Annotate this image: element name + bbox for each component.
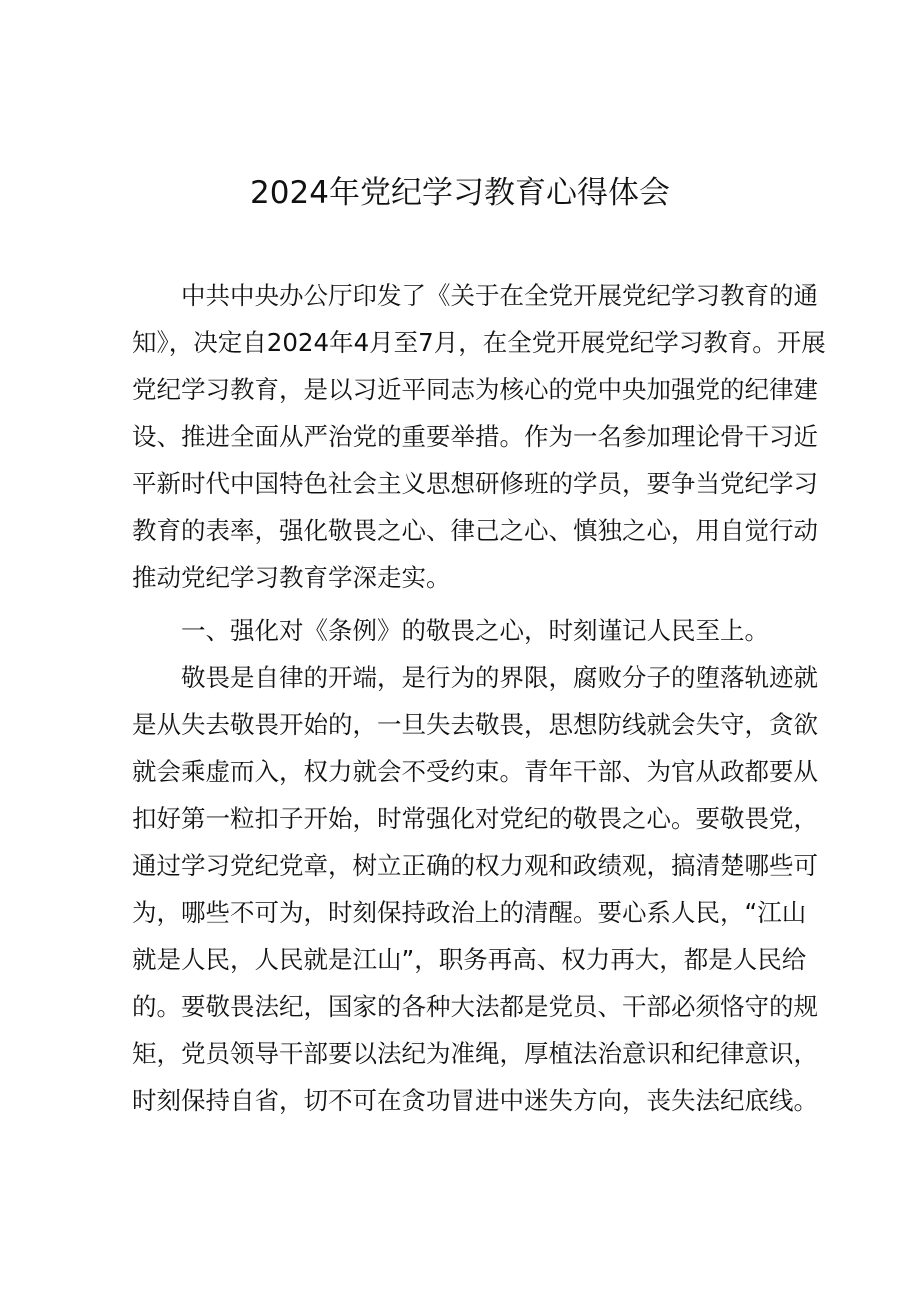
document-title: 2024年党纪学习教育心得体会 (250, 175, 670, 211)
paragraph-line: 教育的表率，强化敬畏之心、律己之心、慎独之心，用自觉行动 (132, 516, 818, 545)
paragraph-line: 平新时代中国特色社会主义思想研修班的学员，要争当党纪学习 (132, 469, 818, 498)
paragraph-line: 敬畏是自律的开端，是行为的界限，腐败分子的堕落轨迹就 (181, 663, 818, 692)
paragraph-line: 矩，党员领导干部要以法纪为准绳，厚植法治意识和纪律意识， (132, 1039, 818, 1068)
paragraph-line: 推动党纪学习教育学深走实。 (132, 563, 451, 592)
paragraph-line: 为，哪些不可为，时刻保持政治上的清醒。要心系人民，“江山 (132, 898, 807, 927)
section-heading: 一、强化对《条例》的敬畏之心，时刻谨记人民至上。 (181, 616, 769, 645)
paragraph-line: 知》，决定自2024年4月至7月，在全党开展党纪学习教育。开展 (132, 328, 826, 357)
paragraph-line: 是从失去敬畏开始的，一旦失去敬畏，思想防线就会失守，贪欲 (132, 710, 818, 739)
paragraph-line: 的。要敬畏法纪，国家的各种大法都是党员、干部必须恪守的规 (132, 992, 818, 1021)
paragraph-line: 中共中央办公厅印发了《关于在全党开展党纪学习教育的通 (181, 281, 818, 310)
paragraph-line: 就会乘虚而入，权力就会不受约束。青年干部、为官从政都要从 (132, 757, 818, 786)
paragraph-line: 设、推进全面从严治党的重要举措。作为一名参加理论骨干习近 (132, 422, 818, 451)
paragraph-line: 通过学习党纪党章，树立正确的权力观和政绩观，搞清楚哪些可 (132, 851, 818, 880)
paragraph-line: 就是人民，人民就是江山”，职务再高、权力再大，都是人民给 (132, 945, 807, 974)
paragraph-line: 时刻保持自省，切不可在贪功冒进中迷失方向，丧失法纪底线。 (132, 1086, 818, 1115)
paragraph-line: 扣好第一粒扣子开始，时常强化对党纪的敬畏之心。要敬畏党， (132, 804, 818, 833)
paragraph-line: 党纪学习教育，是以习近平同志为核心的党中央加强党的纪律建 (132, 375, 818, 404)
